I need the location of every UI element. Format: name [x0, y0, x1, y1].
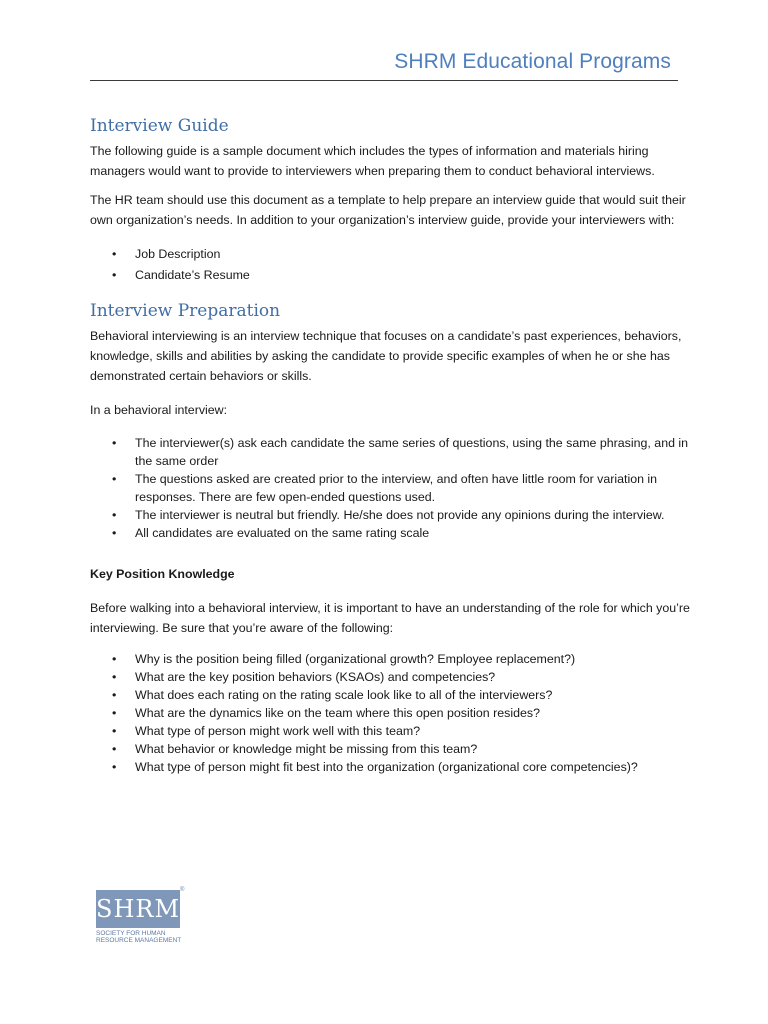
paragraph: Before walking into a behavioral interview, it is important to have an understanding of the role for which you’re interviewing. Be sure that you’re aware of the following:	[90, 601, 690, 635]
list-item: • Job Description	[90, 244, 690, 265]
list-item: • What type of person might work well with this team?	[90, 722, 690, 740]
list-item: • What does each rating on the rating scale look like to all of the interviewers?	[90, 686, 690, 704]
bullet-list-behavioral	[90, 434, 690, 542]
shrm-logo	[96, 887, 186, 944]
shrm-logo-mark: SHRM	[96, 890, 180, 928]
paragraph: The HR team should use this document as a template to help prepare an interview guide that would suit their own organization’s needs. In addition to your organization’s interview guide, provide your interviewers with:	[90, 193, 686, 227]
list-item: • All candidates are evaluated on the same rating scale	[90, 524, 690, 542]
list-item: • The interviewer is neutral but friendly. He/she does not provide any opinions during the interview.	[90, 506, 690, 524]
paragraph: The following guide is a sample document which includes the types of information and materials hiring managers would want to provide to interviewers when preparing them to conduct behavioral interviews.	[90, 144, 655, 178]
section-heading-interview-guide: Interview Guide	[90, 116, 229, 136]
section-heading-interview-preparation: Interview Preparation	[90, 301, 281, 321]
paragraph: Behavioral interviewing is an interview technique that focuses on a candidate’s past experiences, behaviors, knowledge, skills and abilities by asking the candidate to provide specific examples of when he or she has demonstrated certain behaviors or skills.	[90, 329, 682, 383]
subheading-key-position-knowledge: Key Position Knowledge	[90, 567, 235, 581]
trademark-symbol: ®	[180, 887, 185, 893]
document-body	[90, 115, 690, 786]
header-title: SHRM Educational Programs	[394, 50, 671, 73]
list-item: • What type of person might fit best into the organization (organizational core competencies)?	[90, 758, 690, 776]
list-item: • Why is the position being filled (organizational growth? Employee replacement?)	[90, 650, 690, 668]
list-item: • What are the key position behaviors (KSAOs) and competencies?	[90, 668, 690, 686]
list-item: • Candidate’s Resume	[90, 265, 690, 286]
list-item: • The interviewer(s) ask each candidate the same series of questions, using the same phrasing, and in the same order	[90, 434, 690, 470]
list-item: • What are the dynamics like on the team where this open position resides?	[90, 704, 690, 722]
list-item: • What behavior or knowledge might be missing from this team?	[90, 740, 690, 758]
list-item: • The questions asked are created prior to the interview, and often have little room for variation in responses. There are few open-ended questions used.	[90, 470, 690, 506]
paragraph: In a behavioral interview:	[90, 403, 228, 417]
bullet-list-materials	[90, 244, 690, 286]
bullet-list-position-questions	[90, 650, 690, 776]
shrm-logo-subtitle: SOCIETY FOR HUMAN RESOURCE MANAGEMENT	[96, 930, 182, 944]
header-divider	[90, 80, 678, 81]
